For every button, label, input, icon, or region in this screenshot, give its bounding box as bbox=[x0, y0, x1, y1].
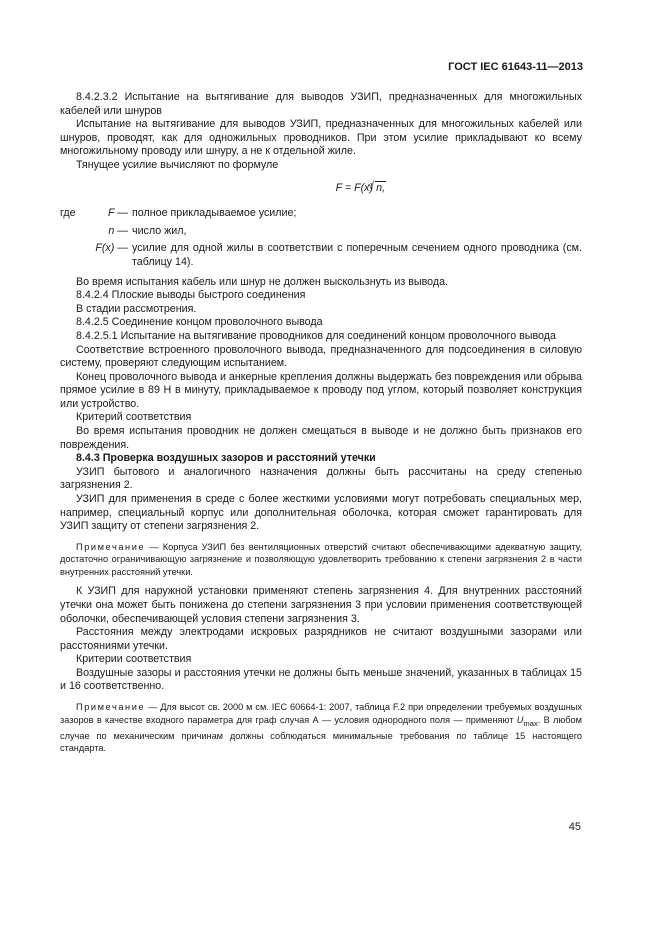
page-number: 45 bbox=[568, 821, 581, 833]
paragraph: 8.4.2.3.2 Испытание на вытягивание для выводов УЗИП, предназначенных для многожильных кабелей или шнуров bbox=[60, 91, 582, 117]
definition-text: полное прикладываемое усилие; bbox=[132, 207, 297, 220]
definition-text: усилие для одной жилы в соответствии с поперечным сечением одного проводника (см. таблицу 14). bbox=[132, 242, 582, 268]
standard-header: ГОСТ IEC 61643-11—2013 bbox=[448, 61, 583, 73]
main-text bbox=[60, 91, 582, 762]
paragraph: Критерии соответствия bbox=[76, 653, 192, 666]
formula bbox=[60, 181, 582, 196]
note bbox=[60, 541, 582, 579]
formula-lhs: F = F(x) bbox=[335, 181, 374, 194]
definition-lead bbox=[60, 225, 86, 239]
symbol-u: U bbox=[516, 714, 524, 725]
paragraph: К УЗИП для наружной установки применяют степень загрязнения 4. Для внутренних расстояний утечки она может быть понижена до степени загрязнения 3 при условии применения соответствующей оболочки, обеспечивающей условия степени загрязнения 3. bbox=[60, 585, 582, 625]
note-text: . В любом случае по механическим причинам должны соблюдаться минимальные требования по таблице 15 настоящего стандарта. bbox=[60, 714, 582, 754]
definition-lead: где bbox=[60, 207, 76, 220]
paragraph: УЗИП бытового и аналогичного назначения должны быть рассчитаны на среду степенью загрязнения 2. bbox=[60, 465, 582, 492]
note bbox=[60, 701, 582, 755]
note-text: — Для высот св. 2000 м см. IEC 60664-1: 2007, таблица F.2 при определении требуемых воздушных зазоров в качестве входного параметра для граф случая А — условия однородного поля — применяют bbox=[60, 702, 582, 725]
definition-text: число жил, bbox=[132, 224, 187, 237]
definition-row bbox=[60, 225, 582, 239]
definition-lead bbox=[60, 242, 86, 269]
note-text: — Корпуса УЗИП без вентиляционных отверстий считают обеспечивающими адекватную защиту, достаточно ограничивающую загрязнение и позволяющую удовлетворить требованию к степени загрязнения 2 в части внутренних расстояний утечки. bbox=[60, 541, 582, 577]
paragraph: Конец проволочного вывода и анкерные крепления должны выдержать без повреждения или обрыва прямое усилие в 89 Н в минуту, прикладываемое к проводу под углом, который позволяет конструкция или устройство. bbox=[60, 370, 582, 410]
paragraph: Воздушные зазоры и расстояния утечки не должны быть меньше значений, указанных в таблицах 15 и 16 соответственно. bbox=[60, 666, 582, 693]
note-label: Примечание bbox=[76, 702, 146, 713]
definition-symbol: F(x) — bbox=[95, 242, 128, 255]
section-heading: 8.4.2.5 Соединение концом проволочного вывода bbox=[76, 316, 323, 329]
paragraph: Соответствие встроенного проволочного вывода, предназначенного для подсоединения в силовую систему, проверяют следующим испытанием. bbox=[60, 343, 582, 370]
section-heading: 8.4.2.4 Плоские выводы быстрого соединения bbox=[76, 289, 306, 302]
paragraph: Испытание на вытягивание для выводов УЗИП, предназначенных для многожильных кабелей или шнуров, проводят, как для одножильных проводников. При этом усилие прикладывают ко всему многожильному проводу или шнуру, а не к отдельной жиле. bbox=[60, 118, 582, 158]
paragraph: В стадии рассмотрения. bbox=[76, 302, 197, 315]
paragraph: 8.4.2.5.1 Испытание на вытягивание проводников для соединений концом проволочного вывода bbox=[76, 329, 556, 342]
symbol-subscript: max bbox=[523, 718, 538, 728]
section-heading-bold: 8.4.3 Проверка воздушных зазоров и расстояний утечки bbox=[76, 452, 376, 465]
paragraph: Во время испытания проводник не должен смещаться в выводе и не должно быть признаков его повреждения. bbox=[60, 425, 582, 451]
definitions-list bbox=[60, 207, 582, 269]
paragraph: Критерий соответствия bbox=[76, 411, 192, 424]
definition-row bbox=[60, 207, 582, 221]
paragraph: Тянущее усилие вычисляют по формуле bbox=[76, 158, 279, 171]
paragraph: Расстояния между электродами искровых разрядников не считают воздушными зазорами или расстояниями утечки. bbox=[60, 626, 582, 652]
note-label: Примечание bbox=[76, 541, 146, 552]
definition-symbol: F — bbox=[108, 207, 128, 220]
sqrt-radicand: √ n, bbox=[375, 181, 386, 196]
definition-symbol: n — bbox=[108, 224, 128, 237]
paragraph: Во время испытания кабель или шнур не должен выскользнуть из вывода. bbox=[76, 275, 448, 288]
paragraph: УЗИП для применения в среде с более жесткими условиями могут потребовать специальных мер, например, специальный корпус или дополнительная оболочка, которая сможет гарантировать для УЗИП защиту от степени загрязнения 2. bbox=[60, 493, 582, 533]
definition-row bbox=[60, 242, 582, 269]
